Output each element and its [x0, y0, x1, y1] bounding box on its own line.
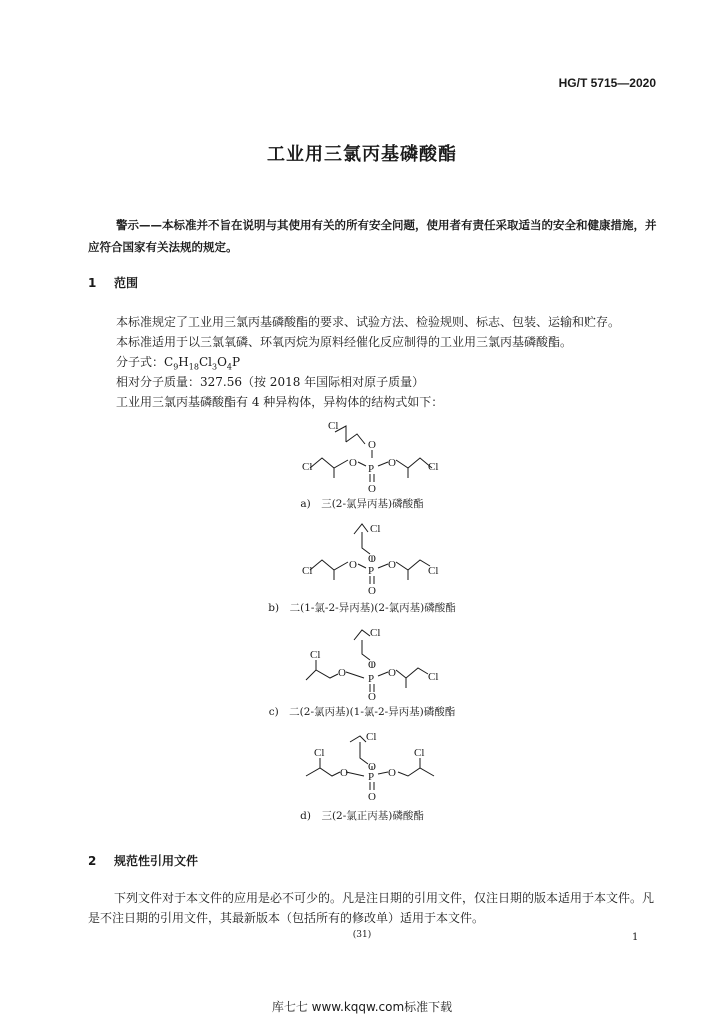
warning-label: 警示——	[116, 218, 162, 232]
atom-cl: Cl	[428, 671, 439, 683]
formula-h: H	[178, 355, 189, 369]
atom-cl: Cl	[428, 461, 439, 473]
atom-p: P	[368, 771, 375, 783]
atom-o: O	[388, 457, 396, 469]
warning-text: 本标准并不旨在说明与其使用有关的所有安全问题，使用者有责任采取适当的安全和健康措施，并应符合国家有关法规的规定。	[88, 218, 657, 254]
formula-c: C	[164, 355, 174, 369]
atom-o: O	[340, 767, 348, 779]
formula-label: 分子式：	[116, 355, 165, 369]
document-title: 工业用三氯丙基磷酸酯	[267, 144, 457, 165]
isomer-b-caption: b) 二(1-氯-2-异丙基)(2-氯丙基)磷酸酯	[268, 602, 456, 614]
section-number: 2	[88, 854, 97, 868]
atom-o: O	[368, 553, 376, 565]
atom-o: O	[368, 791, 376, 803]
section-number: 1	[88, 276, 97, 290]
normative-references-paragraph: 下列文件对于本文件的应用是必不可少的。凡是注日期的引用文件，仅注日期的版本适用于本文件。凡是不注日期的引用文件，其最新版本（包括所有的修改单）适用于本文件。	[88, 891, 655, 925]
page-number-right: 1	[632, 932, 639, 943]
atom-p: P	[368, 673, 375, 685]
atom-o: O	[368, 659, 376, 671]
isomer-c-caption: c) 二(2-氯丙基)(1-氯-2-异丙基)磷酸酯	[268, 706, 456, 718]
formula-cl: Cl	[198, 355, 212, 369]
isomer-intro: 工业用三氯丙基磷酸酯有 4 种异构体，异构体的结构式如下：	[116, 395, 444, 409]
formula-p: P	[232, 355, 241, 369]
atom-cl: Cl	[310, 649, 321, 661]
atom-cl: Cl	[302, 461, 313, 473]
formula-o: O	[217, 355, 227, 369]
formula-h-count: 18	[188, 362, 199, 372]
atom-o: O	[368, 483, 376, 495]
page-number-center: (31)	[352, 930, 372, 940]
atom-o: O	[388, 767, 396, 779]
atom-o: O	[368, 761, 376, 773]
atom-cl: Cl	[370, 523, 381, 535]
formula-c-count: 9	[173, 362, 179, 372]
footer-watermark: 库七七 www.kqqw.com标准下载	[271, 1000, 453, 1014]
atom-o: O	[368, 439, 376, 451]
isomer-a-caption: a) 三(2-氯异丙基)磷酸酯	[300, 498, 424, 510]
structure-isomer-a	[280, 418, 480, 496]
atom-o: O	[388, 559, 396, 571]
structure-isomer-c	[280, 622, 480, 700]
formula-o-count: 4	[226, 362, 233, 372]
standard-code: HG/T 5715—2020	[558, 76, 656, 90]
atom-cl: Cl	[414, 747, 425, 759]
atom-o: O	[349, 457, 357, 469]
relative-molecular-mass: 相对分子质量：327.56（按 2018 年国际相对原子质量）	[116, 375, 425, 389]
scope-paragraph-1: 本标准规定了工业用三氯丙基磷酸酯的要求、试验方法、检验规则、标志、包装、运输和贮存。	[116, 315, 621, 329]
formula-cl-count: 3	[211, 362, 218, 372]
atom-o: O	[388, 667, 396, 679]
scope-paragraph-2: 本标准适用于以三氯氧磷、环氧丙烷为原料经催化反应制得的工业用三氯丙基磷酸酯。	[116, 335, 573, 349]
structure-isomer-d	[280, 728, 480, 806]
atom-cl: Cl	[302, 565, 313, 577]
atom-cl: Cl	[314, 747, 325, 759]
atom-o: O	[368, 585, 376, 596]
section-2-heading	[88, 852, 198, 869]
section-1-heading	[88, 274, 138, 291]
atom-cl: Cl	[328, 420, 339, 432]
section-title: 范围	[114, 276, 139, 290]
atom-cl: Cl	[428, 565, 439, 577]
atom-o: O	[349, 559, 357, 571]
atom-o: O	[368, 691, 376, 700]
atom-p: P	[368, 565, 375, 577]
atom-cl: Cl	[370, 627, 381, 639]
atom-o: O	[338, 667, 346, 679]
atom-cl: Cl	[366, 731, 377, 743]
atom-p: P	[368, 463, 375, 475]
warning-paragraph	[88, 214, 660, 258]
section-title: 规范性引用文件	[114, 854, 199, 868]
structure-isomer-b	[280, 518, 480, 596]
isomer-d-caption: d) 三(2-氯正丙基)磷酸酯	[300, 810, 424, 822]
